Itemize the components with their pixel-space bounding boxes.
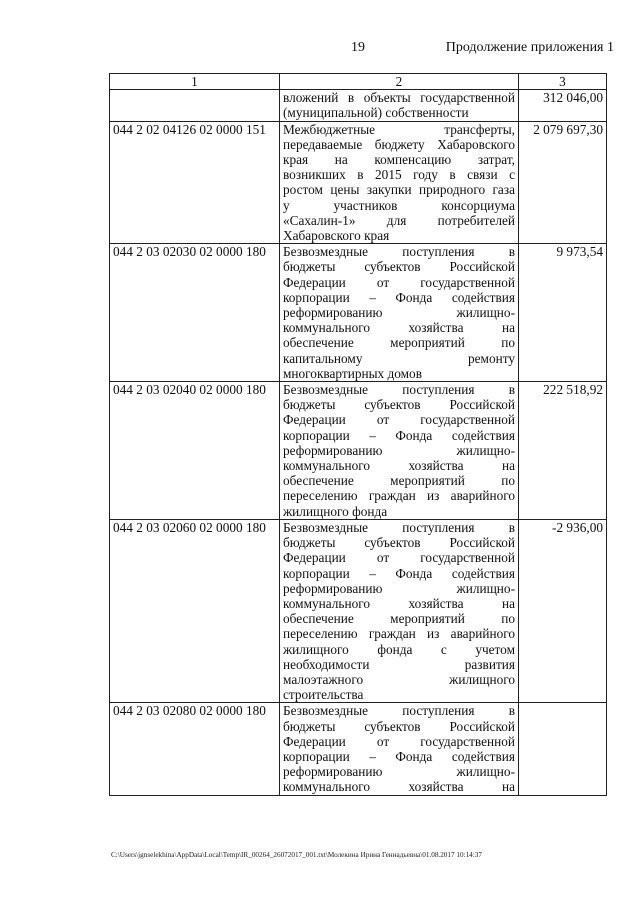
table-row bbox=[110, 121, 607, 244]
column-header-3: 3 bbox=[519, 74, 607, 90]
description-line: края на компенсацию затрат, bbox=[283, 152, 515, 168]
row-description bbox=[280, 121, 519, 244]
row-amount: 222 518,92 bbox=[519, 382, 607, 520]
row-code: 044 2 03 02080 02 0000 180 bbox=[110, 703, 280, 795]
row-description bbox=[280, 244, 519, 382]
description-line: обеспечение мероприятий по bbox=[283, 611, 515, 627]
row-code: 044 2 03 02060 02 0000 180 bbox=[110, 519, 280, 702]
revenue-table bbox=[109, 73, 607, 796]
description-line: ростом цены закупки природного газа bbox=[283, 182, 515, 198]
row-amount: 312 046,00 bbox=[519, 90, 607, 121]
description-line: передаваемые бюджету Хабаровского bbox=[283, 136, 515, 152]
row-description bbox=[280, 703, 519, 795]
description-line: Федерации от государственной bbox=[283, 550, 515, 566]
row-code: 044 2 03 02040 02 0000 180 bbox=[110, 382, 280, 520]
page-number: 19 bbox=[351, 40, 365, 55]
description-line: жилищного фонда bbox=[283, 503, 388, 519]
row-code: 044 2 03 02030 02 0000 180 bbox=[110, 244, 280, 382]
description-line: корпорации – Фонда содействия bbox=[283, 748, 515, 764]
table-row bbox=[110, 703, 607, 795]
description-line: коммунального хозяйства на bbox=[283, 595, 515, 611]
row-description bbox=[280, 519, 519, 702]
description-line: Безвозмездные поступления в bbox=[283, 519, 515, 535]
row-amount: -2 936,00 bbox=[519, 519, 607, 702]
column-header-2: 2 bbox=[280, 74, 519, 90]
row-code: 044 2 02 04126 02 0000 151 bbox=[110, 121, 280, 244]
description-line: необходимости развития bbox=[283, 656, 515, 672]
table-row bbox=[110, 382, 607, 520]
description-line: Хабаровского края bbox=[283, 228, 390, 244]
table-body bbox=[110, 90, 607, 795]
description-line: «Сахалин-1» для потребителей bbox=[283, 212, 515, 228]
footer-file-path: C:\Users\jgnselekhina\AppData\Local\Temp\IR_00264_26072017_001.txt\Молекина Ирина Геннадьевна\01.08.2017 10:14:37 bbox=[111, 851, 482, 859]
description-line: бюджеты субъектов Российской bbox=[283, 535, 515, 551]
description-line: реформированию жилищно- bbox=[283, 442, 515, 458]
description-line: обеспечение мероприятий по bbox=[283, 473, 515, 489]
description-line: бюджеты субъектов Российской bbox=[283, 397, 515, 413]
description-line: у участников консорциума bbox=[283, 197, 515, 213]
description-line: коммунального хозяйства на bbox=[283, 458, 515, 474]
description-line: коммунального хозяйства на bbox=[283, 320, 515, 336]
description-line: реформированию жилищно- bbox=[283, 305, 515, 321]
description-line: бюджеты субъектов Российской bbox=[283, 259, 515, 275]
description-line: Межбюджетные трансферты, bbox=[283, 121, 515, 137]
description-line: бюджеты субъектов Российской bbox=[283, 718, 515, 734]
description-line: переселению граждан из аварийного bbox=[283, 488, 515, 504]
column-header-1: 1 bbox=[110, 74, 280, 90]
description-line: коммунального хозяйства на bbox=[283, 779, 515, 795]
description-line: капитальному ремонту bbox=[283, 350, 515, 366]
description-line: вложений в объекты государственной bbox=[283, 90, 515, 106]
row-description bbox=[280, 90, 519, 121]
table-row bbox=[110, 519, 607, 702]
description-line: Федерации от государственной bbox=[283, 274, 515, 290]
row-amount: 9 973,54 bbox=[519, 244, 607, 382]
table-header-row bbox=[110, 74, 607, 90]
description-line: переселению граждан из аварийного bbox=[283, 626, 515, 642]
table-row bbox=[110, 90, 607, 121]
description-line: реформированию жилищно- bbox=[283, 580, 515, 596]
row-description bbox=[280, 382, 519, 520]
description-line: обеспечение мероприятий по bbox=[283, 335, 515, 351]
description-line: Безвозмездные поступления в bbox=[283, 703, 515, 719]
page-header-title: Продолжение приложения 1 bbox=[445, 40, 614, 55]
description-line: Безвозмездные поступления в bbox=[283, 244, 515, 260]
description-line: корпорации – Фонда содействия bbox=[283, 427, 515, 443]
description-line: Безвозмездные поступления в bbox=[283, 382, 515, 398]
description-line: реформированию жилищно- bbox=[283, 764, 515, 780]
description-line: (муниципальной) собственности bbox=[283, 105, 469, 121]
description-line: жилищного фонда с учетом bbox=[283, 641, 515, 657]
row-amount: 2 079 697,30 bbox=[519, 121, 607, 244]
description-line: малоэтажного жилищного bbox=[283, 671, 515, 687]
table-row bbox=[110, 244, 607, 382]
description-line: корпорации – Фонда содействия bbox=[283, 565, 515, 581]
description-line: возникших в 2015 году в связи с bbox=[283, 167, 515, 183]
description-line: многоквартирных домов bbox=[283, 365, 422, 381]
row-code bbox=[110, 90, 280, 121]
description-line: Федерации от государственной bbox=[283, 412, 515, 428]
description-line: строительства bbox=[283, 687, 364, 703]
row-amount bbox=[519, 703, 607, 795]
description-line: корпорации – Фонда содействия bbox=[283, 289, 515, 305]
description-line: Федерации от государственной bbox=[283, 733, 515, 749]
